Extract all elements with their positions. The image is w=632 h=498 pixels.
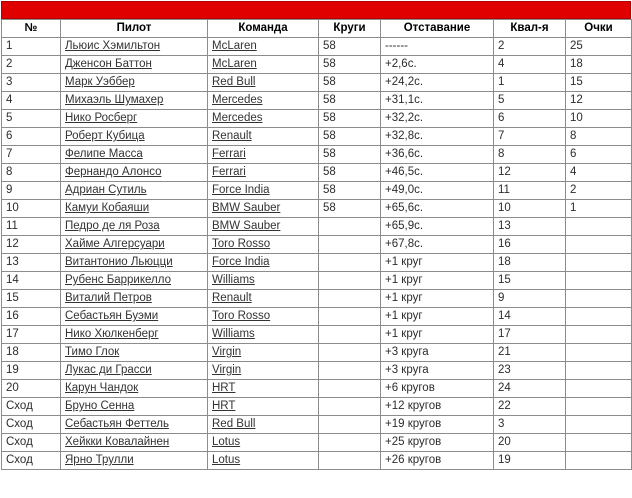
header-row: [2, 20, 632, 38]
laps-cell: 58: [319, 146, 381, 164]
driver-cell: [61, 416, 208, 434]
driver-cell: [61, 326, 208, 344]
table-row: [2, 452, 632, 470]
driver-cell: [61, 56, 208, 74]
qualifying-cell: 16: [494, 236, 566, 254]
col-header-gap: Отставание: [381, 20, 494, 38]
driver-link[interactable]: Тимо Глок: [65, 346, 120, 358]
team-link[interactable]: BMW Sauber: [212, 220, 281, 232]
results-wrapper: [1, 1, 631, 470]
points-cell: 2: [566, 182, 632, 200]
position-cell: 10: [2, 200, 61, 218]
table-row: [2, 326, 632, 344]
laps-cell: 58: [319, 200, 381, 218]
team-link[interactable]: McLaren: [212, 58, 257, 70]
qualifying-cell: 4: [494, 56, 566, 74]
qualifying-cell: 14: [494, 308, 566, 326]
team-link[interactable]: Renault: [212, 292, 252, 304]
qualifying-cell: 15: [494, 272, 566, 290]
points-cell: 4: [566, 164, 632, 182]
driver-link[interactable]: Витантонио Льюцци: [65, 256, 173, 268]
team-link[interactable]: Red Bull: [212, 418, 256, 430]
qualifying-cell: 6: [494, 110, 566, 128]
driver-cell: [61, 38, 208, 56]
position-cell: 13: [2, 254, 61, 272]
gap-cell: +67,8с.: [381, 236, 494, 254]
team-link[interactable]: Mercedes: [212, 112, 263, 124]
col-header-driver: Пилот: [61, 20, 208, 38]
driver-link[interactable]: Себастьян Буэми: [65, 310, 159, 322]
team-link[interactable]: Williams: [212, 328, 255, 340]
position-cell: 17: [2, 326, 61, 344]
team-cell: [208, 326, 319, 344]
table-row: [2, 272, 632, 290]
driver-link[interactable]: Педро де ля Роза: [65, 220, 160, 232]
driver-cell: [61, 92, 208, 110]
team-cell: [208, 308, 319, 326]
table-row: [2, 434, 632, 452]
gap-cell: +31,1с.: [381, 92, 494, 110]
team-link[interactable]: HRT: [212, 382, 236, 394]
points-cell: [566, 326, 632, 344]
gap-cell: +1 круг: [381, 326, 494, 344]
team-cell: [208, 272, 319, 290]
team-cell: [208, 236, 319, 254]
qualifying-cell: 1: [494, 74, 566, 92]
points-cell: [566, 290, 632, 308]
position-cell: Сход: [2, 434, 61, 452]
team-link[interactable]: Force India: [212, 184, 270, 196]
points-cell: [566, 272, 632, 290]
qualifying-cell: 13: [494, 218, 566, 236]
table-row: [2, 344, 632, 362]
points-cell: [566, 434, 632, 452]
points-cell: [566, 398, 632, 416]
qualifying-cell: 22: [494, 398, 566, 416]
laps-cell: [319, 236, 381, 254]
driver-cell: [61, 236, 208, 254]
position-cell: 20: [2, 380, 61, 398]
gap-cell: +25 кругов: [381, 434, 494, 452]
table-row: [2, 128, 632, 146]
gap-cell: +1 круг: [381, 290, 494, 308]
laps-cell: 58: [319, 128, 381, 146]
race-results-table: [1, 19, 632, 470]
points-cell: 8: [566, 128, 632, 146]
gap-cell: +1 круг: [381, 254, 494, 272]
team-cell: [208, 380, 319, 398]
team-link[interactable]: Toro Rosso: [212, 310, 271, 322]
gap-cell: +19 кругов: [381, 416, 494, 434]
table-row: [2, 164, 632, 182]
team-cell: [208, 74, 319, 92]
team-cell: [208, 128, 319, 146]
points-cell: 6: [566, 146, 632, 164]
position-cell: 5: [2, 110, 61, 128]
qualifying-cell: 3: [494, 416, 566, 434]
team-cell: [208, 362, 319, 380]
qualifying-cell: 21: [494, 344, 566, 362]
driver-cell: [61, 308, 208, 326]
laps-cell: 58: [319, 74, 381, 92]
qualifying-cell: 5: [494, 92, 566, 110]
col-header-qualifying: Квал-я: [494, 20, 566, 38]
points-cell: 15: [566, 74, 632, 92]
col-header-position: №: [2, 20, 61, 38]
laps-cell: [319, 380, 381, 398]
team-link[interactable]: Mercedes: [212, 94, 263, 106]
position-cell: 8: [2, 164, 61, 182]
position-cell: Сход: [2, 416, 61, 434]
driver-link[interactable]: Нико Хюлкенберг: [65, 328, 159, 340]
position-cell: 15: [2, 290, 61, 308]
driver-link[interactable]: Льюис Хэмильтон: [65, 40, 161, 52]
table-row: [2, 146, 632, 164]
team-cell: [208, 164, 319, 182]
team-cell: [208, 416, 319, 434]
qualifying-cell: 19: [494, 452, 566, 470]
table-row: [2, 308, 632, 326]
position-cell: 4: [2, 92, 61, 110]
team-link[interactable]: Ferrari: [212, 148, 246, 160]
laps-cell: [319, 452, 381, 470]
team-cell: [208, 146, 319, 164]
col-header-laps: Круги: [319, 20, 381, 38]
position-cell: Сход: [2, 452, 61, 470]
points-cell: [566, 218, 632, 236]
driver-link[interactable]: Адриан Сутиль: [65, 184, 147, 196]
laps-cell: 58: [319, 110, 381, 128]
table-row: [2, 200, 632, 218]
laps-cell: [319, 344, 381, 362]
laps-cell: [319, 398, 381, 416]
points-cell: 18: [566, 56, 632, 74]
points-cell: 25: [566, 38, 632, 56]
gap-cell: +65,9с.: [381, 218, 494, 236]
table-row: [2, 56, 632, 74]
gap-cell: +65,6с.: [381, 200, 494, 218]
driver-link[interactable]: Виталий Петров: [65, 292, 152, 304]
driver-cell: [61, 290, 208, 308]
laps-cell: 58: [319, 56, 381, 74]
qualifying-cell: 8: [494, 146, 566, 164]
laps-cell: [319, 218, 381, 236]
table-row: [2, 380, 632, 398]
qualifying-cell: 20: [494, 434, 566, 452]
team-cell: [208, 200, 319, 218]
points-cell: [566, 380, 632, 398]
driver-link[interactable]: Себастьян Феттель: [65, 418, 169, 430]
gap-cell: +36,6с.: [381, 146, 494, 164]
points-cell: [566, 416, 632, 434]
position-cell: 6: [2, 128, 61, 146]
team-link[interactable]: Toro Rosso: [212, 238, 271, 250]
laps-cell: 58: [319, 182, 381, 200]
qualifying-cell: 9: [494, 290, 566, 308]
driver-cell: [61, 272, 208, 290]
driver-link[interactable]: Марк Уэббер: [65, 76, 135, 88]
driver-link[interactable]: Рубенс Баррикелло: [65, 274, 171, 286]
gap-cell: +3 круга: [381, 344, 494, 362]
team-link[interactable]: Virgin: [212, 346, 242, 358]
driver-link[interactable]: Фелипе Масса: [65, 148, 143, 160]
team-link[interactable]: Lotus: [212, 454, 241, 466]
position-cell: Сход: [2, 398, 61, 416]
laps-cell: 58: [319, 92, 381, 110]
points-cell: [566, 254, 632, 272]
laps-cell: [319, 290, 381, 308]
team-cell: [208, 110, 319, 128]
table-row: [2, 218, 632, 236]
team-cell: [208, 290, 319, 308]
points-cell: [566, 344, 632, 362]
points-cell: [566, 362, 632, 380]
position-cell: 9: [2, 182, 61, 200]
qualifying-cell: 18: [494, 254, 566, 272]
driver-cell: [61, 398, 208, 416]
qualifying-cell: 24: [494, 380, 566, 398]
table-row: [2, 254, 632, 272]
team-cell: [208, 56, 319, 74]
gap-cell: +46,5с.: [381, 164, 494, 182]
position-cell: 1: [2, 38, 61, 56]
team-link[interactable]: McLaren: [212, 40, 257, 52]
position-cell: 18: [2, 344, 61, 362]
driver-link[interactable]: Хейкки Ковалайнен: [65, 436, 170, 448]
table-row: [2, 92, 632, 110]
position-cell: 2: [2, 56, 61, 74]
table-row: [2, 416, 632, 434]
laps-cell: 58: [319, 164, 381, 182]
qualifying-cell: 12: [494, 164, 566, 182]
team-cell: [208, 92, 319, 110]
points-cell: [566, 236, 632, 254]
team-cell: [208, 38, 319, 56]
table-row: [2, 74, 632, 92]
gap-cell: +26 кругов: [381, 452, 494, 470]
driver-link[interactable]: Карун Чандок: [65, 382, 139, 394]
gap-cell: +12 кругов: [381, 398, 494, 416]
driver-link[interactable]: Роберт Кубица: [65, 130, 145, 142]
position-cell: 19: [2, 362, 61, 380]
laps-cell: [319, 434, 381, 452]
laps-cell: [319, 254, 381, 272]
position-cell: 12: [2, 236, 61, 254]
team-cell: [208, 218, 319, 236]
driver-link[interactable]: Бруно Сенна: [65, 400, 135, 412]
driver-link[interactable]: Хайме Алгерсуари: [65, 238, 165, 250]
gap-cell: ------: [381, 38, 494, 56]
driver-cell: [61, 434, 208, 452]
gap-cell: +49,0с.: [381, 182, 494, 200]
driver-link[interactable]: Дженсон Баттон: [65, 58, 152, 70]
gap-cell: +6 кругов: [381, 380, 494, 398]
qualifying-cell: 10: [494, 200, 566, 218]
driver-cell: [61, 164, 208, 182]
gap-cell: +3 круга: [381, 362, 494, 380]
laps-cell: [319, 326, 381, 344]
position-cell: 14: [2, 272, 61, 290]
driver-cell: [61, 362, 208, 380]
team-link[interactable]: Force India: [212, 256, 270, 268]
col-header-team: Команда: [208, 20, 319, 38]
driver-cell: [61, 74, 208, 92]
table-row: [2, 236, 632, 254]
driver-cell: [61, 200, 208, 218]
team-link[interactable]: Williams: [212, 274, 255, 286]
team-link[interactable]: Renault: [212, 130, 252, 142]
qualifying-cell: 23: [494, 362, 566, 380]
qualifying-cell: 2: [494, 38, 566, 56]
table-row: [2, 182, 632, 200]
table-row: [2, 290, 632, 308]
table-row: [2, 38, 632, 56]
driver-link[interactable]: Фернандо Алонсо: [65, 166, 162, 178]
driver-cell: [61, 146, 208, 164]
driver-cell: [61, 452, 208, 470]
driver-link[interactable]: Михаэль Шумахер: [65, 94, 164, 106]
points-cell: [566, 452, 632, 470]
laps-cell: 58: [319, 38, 381, 56]
points-cell: 1: [566, 200, 632, 218]
driver-link[interactable]: Лукас ди Грасси: [65, 364, 152, 376]
driver-link[interactable]: Камуи Кобаяши: [65, 202, 150, 214]
team-link[interactable]: HRT: [212, 400, 236, 412]
table-row: [2, 398, 632, 416]
red-header-banner: [1, 1, 631, 19]
driver-cell: [61, 110, 208, 128]
team-cell: [208, 254, 319, 272]
position-cell: 3: [2, 74, 61, 92]
table-row: [2, 110, 632, 128]
gap-cell: +32,2с.: [381, 110, 494, 128]
gap-cell: +24,2с.: [381, 74, 494, 92]
laps-cell: [319, 272, 381, 290]
team-link[interactable]: Ferrari: [212, 166, 246, 178]
driver-cell: [61, 380, 208, 398]
qualifying-cell: 17: [494, 326, 566, 344]
gap-cell: +1 круг: [381, 308, 494, 326]
team-link[interactable]: Lotus: [212, 436, 241, 448]
team-cell: [208, 398, 319, 416]
team-link[interactable]: Virgin: [212, 364, 242, 376]
gap-cell: +1 круг: [381, 272, 494, 290]
team-cell: [208, 182, 319, 200]
position-cell: 16: [2, 308, 61, 326]
position-cell: 7: [2, 146, 61, 164]
driver-cell: [61, 182, 208, 200]
gap-cell: +32,8с.: [381, 128, 494, 146]
team-link[interactable]: Red Bull: [212, 76, 256, 88]
team-cell: [208, 452, 319, 470]
driver-link[interactable]: Нико Росберг: [65, 112, 138, 124]
driver-cell: [61, 128, 208, 146]
laps-cell: [319, 308, 381, 326]
driver-cell: [61, 344, 208, 362]
points-cell: [566, 308, 632, 326]
driver-link[interactable]: Ярно Трулли: [65, 454, 134, 466]
points-cell: 10: [566, 110, 632, 128]
team-link[interactable]: BMW Sauber: [212, 202, 281, 214]
team-cell: [208, 434, 319, 452]
col-header-points: Очки: [566, 20, 632, 38]
position-cell: 11: [2, 218, 61, 236]
team-cell: [208, 344, 319, 362]
gap-cell: +2,6с.: [381, 56, 494, 74]
points-cell: 12: [566, 92, 632, 110]
driver-cell: [61, 218, 208, 236]
qualifying-cell: 7: [494, 128, 566, 146]
qualifying-cell: 11: [494, 182, 566, 200]
table-row: [2, 362, 632, 380]
driver-cell: [61, 254, 208, 272]
laps-cell: [319, 416, 381, 434]
laps-cell: [319, 362, 381, 380]
